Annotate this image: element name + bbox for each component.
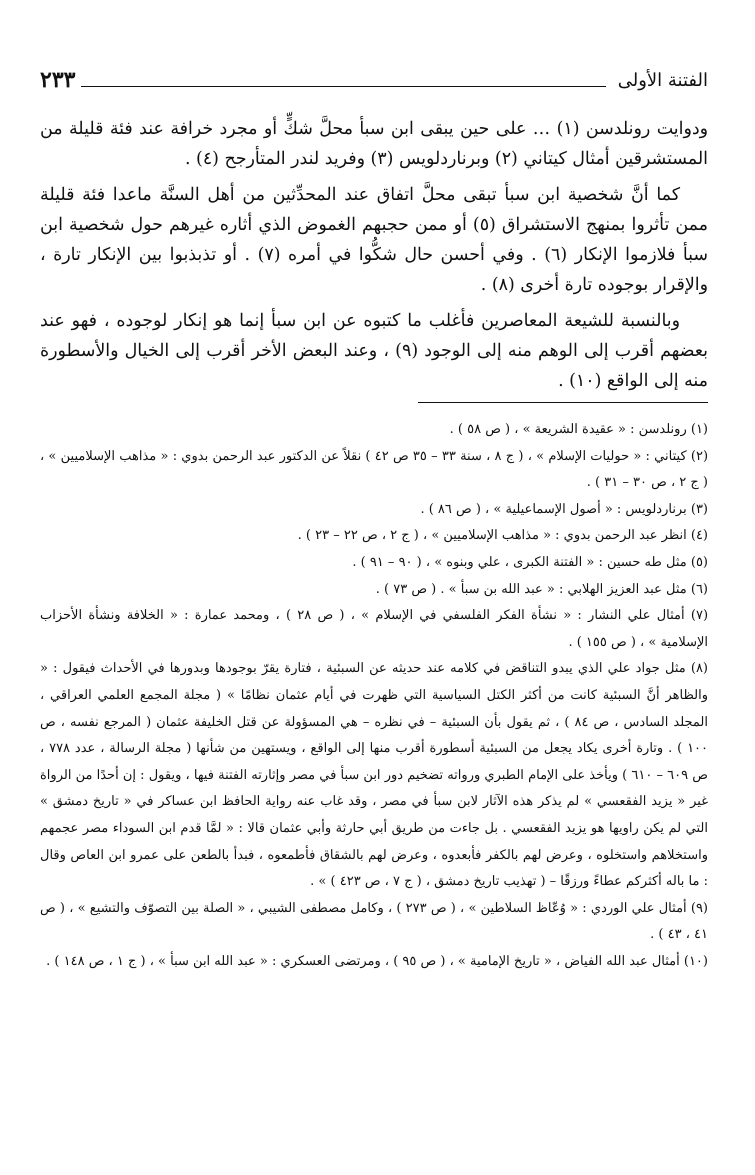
page-number: ٢٣٣ <box>40 67 76 93</box>
footnote: (٨) مثل جواد علي الذي يبدو التناقض في كلامه عند حديثه عن السبئية ، فتارة يقرّ بوجودها وبدورها في الأحداث فيقول : « والظاهر أنَّ السبئية كانت من أكثر الكتل السياسية التي ظهرت في أيام عثمان نظامًا » ( مجلة المجمع العلمي العراقي ، المجلد السادس ، ص ٨٤ ) ، ثم يقول بأن السبئية – في نظره – هي المسؤولة عن قتل الخليفة عثمان ( المرجع نفسه ، ص ١٠٠ ) . وتارة أخرى يكاد يجعل من السبئية أسطورة أقرب منها إلى الواقع ، ويستهين من شأنها ( مجلة الرسالة ، عدد ٧٧٨ ، ص ٦٠٩ – ٦١٠ ) ويأخذ على الإمام الطبري ورواته تضخيم دور ابن سبأ في مصر وإثارته الفتنة فيها ، ويقول : إن أحدًا من الرواة غير « يزيد الفقعسي » لم يذكر هذه الآثار لابن سبأ في مصر ، وقد غاب عنه رواية الحافظ ابن عساكر في « تاريخ دمشق » التي لم يكن راويها هو يزيد الفقعسي . بل جاءت من طريق أبي حارثة وأبي عثمان قالا : « لمَّا قدم ابن السوداء مصر عجمهم واستخلاهم واستخلوه ، وعرض لهم بالكفر فأبعدوه ، وعرض لهم بالشقاق فأطمعوه ، فبدأ بالطعن على عمرو ابن العاص وقال : ما باله أكثركم عطاءً ورزقًا – ( تهذيب تاريخ دمشق ، ( ج ٧ ، ص ٤٢٣ ) » . <box>40 661 709 890</box>
footnote: (٩) أمثال علي الوردي : « وُعّاظ السلاطين » ، ( ص ٢٧٣ ) ، وكامل مصطفى الشيبي ، « الصلة بين التصوّف والتشيع » ، ( ص ٤١ ، ٤٣ ) . <box>40 900 708 943</box>
footnote: (٣) برناردلويس : « أصول الإسماعيلية » ، ( ص ٨٦ ) . <box>420 501 708 517</box>
footnote: (٦) مثل عبد العزيز الهلابي : « عبد الله بن سبأ » . ( ص ٧٣ ) . <box>375 581 708 597</box>
body-paragraph: ودوايت رونلدسن (١) … على حين يبقى ابن سبأ محلَّ شكٍّ أو مجرد خرافة عند فئة قليلة من المستشرقين أمثال كيتاني (٢) وبرناردلويس (٣) وفريد لندر المتأرجح (٤) . <box>40 119 708 169</box>
footnote-separator <box>418 402 708 403</box>
footnote: (١) رونلدسن : « عقيدة الشريعة » ، ( ص ٥٨ ) . <box>449 422 708 437</box>
body-paragraph: كما أنَّ شخصية ابن سبأ تبقى محلَّ اتفاق عند المحدِّثين من أهل السنَّة ماعدا فئة قليلة ممن تأثروا بمنهج الاستشراق (٥) أو ممن حجبهم الغموض الذي أثاره غيرهم حول شخصية ابن سبأ فلازموا الإنكار (٦) . وفي أحسن حال شكُّوا في أمره (٧) . أو تذبذبوا بين الإنكار تارة ، والإقرار بوجوده تارة أخرى (٨) . <box>40 185 709 295</box>
main-text <box>40 114 708 396</box>
footnotes <box>40 417 708 975</box>
book-page <box>40 60 708 975</box>
footnote: (٧) أمثال علي النشار : « نشأة الفكر الفلسفي في الإسلام » ، ( ص ٢٨ ) ، ومحمد عمارة : « الخلافة ونشأة الأحزاب الإسلامية » ، ( ص ١٥٥ ) . <box>40 608 709 650</box>
footnote: (٢) كيتاني : « حوليات الإسلام » ، ( ج ٨ ، سنة ٣٣ – ٣٥ ص ٤٢ ) نقلاً عن الدكتور عبد الرحمن بدوي : « مذاهب الإسلاميين » ، ( ج ٢ ، ص ٣٠ – ٣١ ) . <box>40 448 709 491</box>
footnote: (٥) مثل طه حسين : « الفتنة الكبرى ، علي وبنوه » ، ( ٩٠ – ٩١ ) . <box>352 554 708 570</box>
running-title: الفتنة الأولى <box>617 69 708 91</box>
footnote: (٤) انظر عبد الرحمن بدوي : « مذاهب الإسلاميين » ، ( ج ٢ ، ص ٢٢ – ٢٣ ) . <box>297 528 708 544</box>
footnote: (١٠) أمثال عبد الله الفياض ، « تاريخ الإمامية » ، ( ص ٩٥ ) ، ومرتضى العسكري : « عبد الله ابن سبأ » ، ( ج ١ ، ص ١٤٨ ) . <box>46 953 708 969</box>
body-paragraph: وبالنسبة للشيعة المعاصرين فأغلب ما كتبوه عن ابن سبأ إنما هو إنكار لوجوده ، فهو عند بعضهم أقرب إلى الوهم منه إلى الوجود (٩) ، وعند البعض الأخر أقرب إلى الخيال والأسطورة منه إلى الواقع (١٠) . <box>40 311 708 391</box>
page-header <box>40 60 708 100</box>
header-rule <box>81 86 605 87</box>
